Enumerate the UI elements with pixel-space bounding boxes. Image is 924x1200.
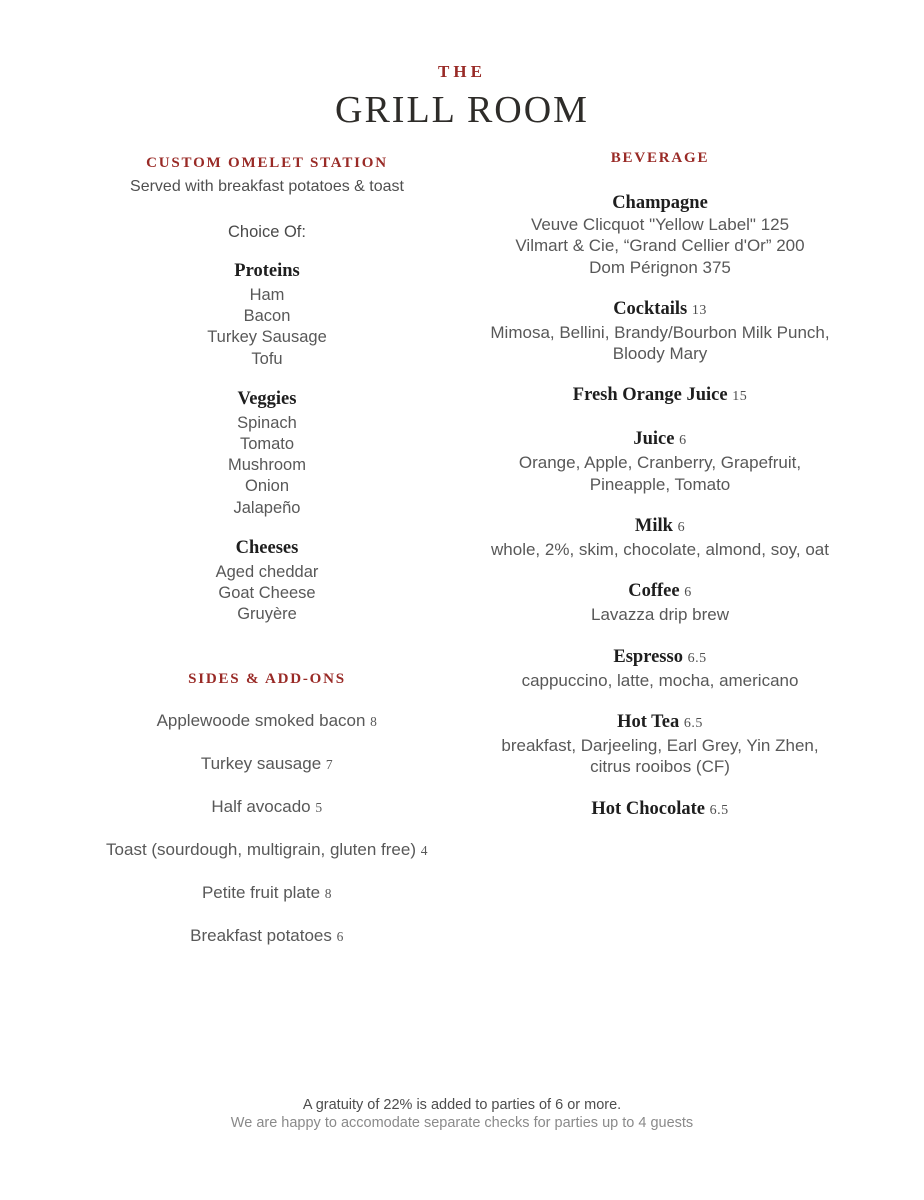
beverage-item-name: Juice [633, 429, 675, 450]
side-item-price: 8 [370, 714, 378, 730]
beverage-item-detail: cappuccino, latte, mocha, americano [521, 670, 799, 690]
omelet-group-veggies [100, 389, 434, 519]
beverage-item-name: Hot Chocolate [591, 798, 705, 819]
side-item [100, 839, 434, 861]
beverage-item-detail: Vilmart & Cie, “Grand Cellier d'Or” 200 [515, 236, 805, 256]
beverage-item-title [466, 798, 854, 822]
sides-list [100, 710, 434, 947]
beverage-item-price: 6 [684, 585, 692, 601]
beverage-item-price: 6.5 [687, 650, 707, 666]
beverage-item-name: Champagne [612, 193, 708, 213]
beverage-item-price: 15 [732, 389, 748, 405]
beverage-item-cocktails [466, 298, 854, 365]
beverage-item-detail: whole, 2%, skim, chocolate, almond, soy, oat [491, 540, 829, 560]
beverage-item-fresh-orange-juice [466, 384, 854, 408]
omelet-option: Mushroom [228, 456, 306, 475]
beverage-item-price: 6 [679, 433, 687, 449]
side-item-price: 6 [336, 929, 344, 945]
beverage-item-milk [466, 515, 854, 560]
beverage-item-detail: Mimosa, Bellini, Brandy/Bourbon Milk Punch, [490, 322, 830, 342]
menu-title: GRILL ROOM [335, 89, 589, 131]
omelet-option: Gruyère [237, 605, 297, 624]
beverage-item-price: 6 [677, 520, 686, 536]
side-item-name: Applewoode smoked bacon [156, 711, 366, 731]
choice-of-label: Choice Of: [228, 223, 306, 241]
omelet-group-title: Proteins [234, 261, 300, 281]
beverage-item-hot-tea [466, 711, 854, 778]
omelet-option: Bacon [243, 307, 291, 326]
side-item-name: Toast (sourdough, multigrain, gluten free) [106, 840, 416, 860]
side-item [100, 882, 434, 904]
side-item-name: Turkey sausage [200, 754, 322, 774]
omelet-option: Ham [249, 286, 285, 304]
beverage-item-title [466, 515, 854, 539]
beverage-item-price: 6.5 [709, 802, 729, 818]
beverage-item-title [466, 580, 854, 604]
beverage-item-detail: Orange, Apple, Cranberry, Grapefruit, [518, 453, 802, 473]
beverage-item-name: Coffee [628, 581, 680, 602]
beverage-list [466, 192, 854, 822]
omelet-option: Tofu [251, 349, 283, 368]
beverage-item-detail: breakfast, Darjeeling, Earl Grey, Yin Zhen, [501, 735, 819, 755]
beverage-item-title [466, 711, 854, 735]
beverage-item-champagne [466, 192, 854, 278]
omelet-option: Aged cheddar [215, 562, 319, 581]
omelet-group-title: Veggies [237, 388, 297, 409]
side-item-name: Breakfast potatoes [190, 926, 332, 946]
omelet-group-title: Cheeses [235, 537, 299, 558]
gratuity-note: A gratuity of 22% is added to parties of 6 or more. [302, 1097, 622, 1113]
side-item [100, 753, 434, 775]
beverage-item-price: 6.5 [683, 715, 703, 731]
omelet-option: Jalapeño [233, 498, 301, 517]
beverage-item-detail: Veuve Clicquot "Yellow Label" 125 [530, 215, 790, 234]
beverage-item-detail: Pineapple, Tomato [589, 474, 731, 494]
left-column [100, 155, 434, 968]
omelet-group-proteins [100, 261, 434, 370]
omelet-option: Onion [244, 477, 290, 496]
beverage-item-title [466, 384, 854, 408]
custom-omelet-heading: CUSTOM OMELET STATION [146, 155, 388, 171]
beverage-item-name: Milk [634, 516, 673, 537]
separate-checks-note: We are happy to accomodate separate checks for parties up to 4 guests [230, 1115, 694, 1131]
side-item-name: Petite fruit plate [201, 883, 321, 903]
beverage-heading: BEVERAGE [610, 150, 710, 166]
side-item-price: 7 [325, 757, 334, 773]
beverage-item-title [466, 298, 854, 322]
omelet-groups [100, 261, 434, 625]
menu-footer [0, 1096, 924, 1132]
omelet-option: Turkey Sausage [207, 328, 327, 347]
side-item-name: Half avocado [211, 797, 311, 817]
beverage-item-title [466, 646, 854, 670]
omelet-option: Spinach [237, 413, 297, 432]
beverage-item-detail: Dom Pérignon 375 [589, 257, 731, 277]
beverage-item-title [466, 428, 854, 452]
omelet-option: Tomato [239, 435, 295, 454]
beverage-item-coffee [466, 580, 854, 625]
side-item-price: 5 [315, 800, 323, 816]
menu-kicker: THE [438, 62, 486, 81]
beverage-item-espresso [466, 646, 854, 691]
beverage-item-detail: Lavazza drip brew [591, 605, 729, 625]
beverage-item-name: Hot Tea [617, 711, 680, 732]
beverage-item-price: 13 [691, 302, 707, 318]
beverage-item-name: Espresso [613, 646, 683, 667]
beverage-item-detail: citrus rooibos (CF) [590, 757, 730, 777]
beverage-item-detail: Bloody Mary [612, 344, 708, 364]
menu-header [0, 62, 924, 132]
side-item [100, 796, 434, 818]
right-column [466, 150, 854, 842]
sides-heading: SIDES & ADD-ONS [188, 671, 346, 688]
omelet-subheading: Served with breakfast potatoes & toast [130, 178, 404, 195]
beverage-item-name: Fresh Orange Juice [572, 385, 728, 406]
side-item [100, 710, 434, 732]
beverage-item-title [466, 192, 854, 214]
beverage-item-juice [466, 428, 854, 495]
beverage-item-hot-chocolate [466, 798, 854, 822]
side-item-price: 4 [420, 843, 428, 859]
beverage-item-name: Cocktails [613, 298, 688, 319]
side-item-price: 8 [324, 886, 333, 902]
omelet-option: Goat Cheese [218, 584, 316, 603]
omelet-group-cheeses [100, 538, 434, 626]
side-item [100, 925, 434, 947]
